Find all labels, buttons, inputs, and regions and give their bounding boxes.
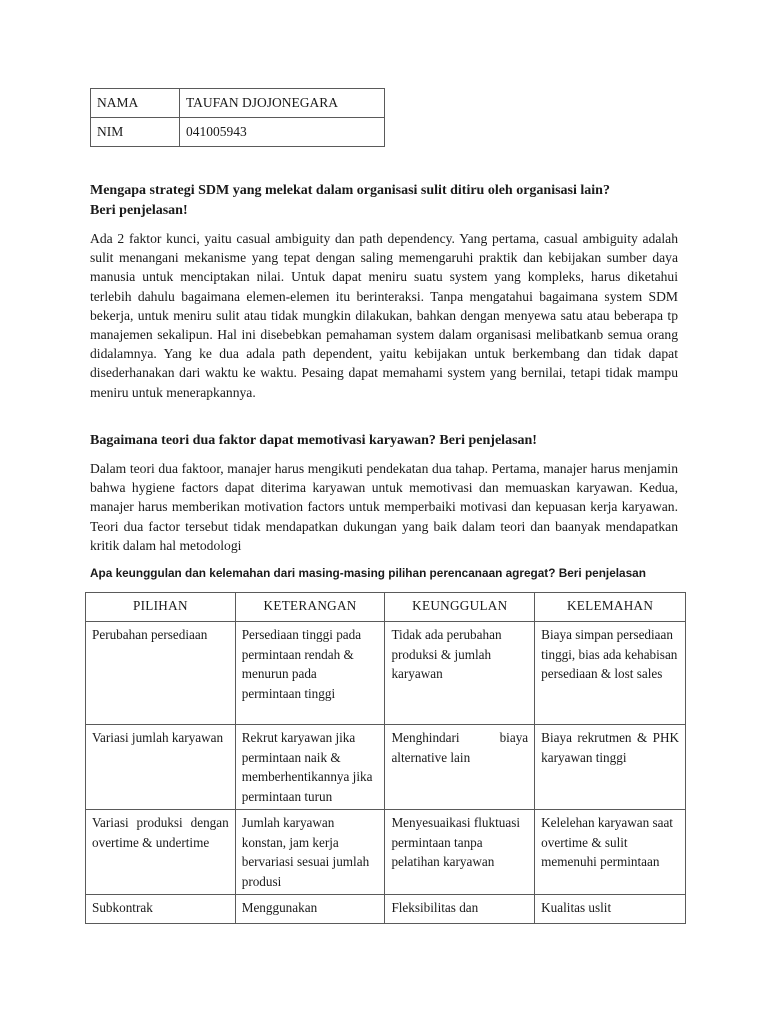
table-cell: Menggunakan <box>235 895 385 924</box>
identity-row-nim <box>91 118 385 147</box>
table-cell: Kelelehan karyawan saat overtime & sulit memenuhi permintaan <box>535 810 686 895</box>
table-header: KEUNGGULAN <box>385 593 535 622</box>
question-1 <box>90 181 680 221</box>
table-cell: Subkontrak <box>86 895 236 924</box>
table-header: KETERANGAN <box>235 593 385 622</box>
aggregate-planning-table <box>85 592 686 924</box>
answer-2: Dalam teori dua faktoor, manajer harus mengikuti pendekatan dua tahap. Pertama, manajer harus menjamin bahwa hygiene factors dapat diterima karyawan untuk memotivasi dan memuaskan karyawan. Kedua, manajer harus memberikan motivation factors untuk memperbaiki motivasi dan kepuasan kerja karyawan. Teori dua factor tersebut tidak mendapatkan dukungan yang baik dalam teori dan baanyak mendapatkan kritik dalam hal metodologi <box>90 461 678 553</box>
table-cell: Persediaan tinggi pada permintaan rendah & menurun pada permintaan tinggi <box>235 622 385 725</box>
identity-row-name <box>91 89 385 118</box>
table-row <box>86 810 686 895</box>
table-cell: Biaya rekrutmen & PHK karyawan tinggi <box>535 725 686 810</box>
table-cell: Perubahan persediaan <box>86 622 236 725</box>
question-1-line-1: Mengapa strategi SDM yang melekat dalam organisasi sulit ditiru oleh organisasi lain? <box>90 183 610 198</box>
table-header-row <box>86 593 686 622</box>
table-cell: Tidak ada perubahan produksi & jumlah karyawan <box>385 622 535 725</box>
table-cell: Variasi produksi dengan overtime & undertime <box>86 810 236 895</box>
table-row <box>86 725 686 810</box>
identity-value-name: TAUFAN DJOJONEGARA <box>180 89 385 118</box>
identity-label-nim: NIM <box>91 118 180 147</box>
table-row <box>86 622 686 725</box>
identity-value-nim: 041005943 <box>180 118 385 147</box>
question-2: Bagaimana teori dua faktor dapat memotivasi karyawan? Beri penjelasan! <box>90 433 537 448</box>
table-cell: Jumlah karyawan konstan, jam kerja bervariasi sesuai jumlah produsi <box>235 810 385 895</box>
table-header: PILIHAN <box>86 593 236 622</box>
question-1-line-2: Beri penjelasan! <box>90 203 188 218</box>
table-cell: Menyesuaikasi fluktuasi permintaan tanpa pelatihan karyawan <box>385 810 535 895</box>
table-cell: Fleksibilitas dan <box>385 895 535 924</box>
table-row <box>86 895 686 924</box>
table-cell: Variasi jumlah karyawan <box>86 725 236 810</box>
table-cell: Biaya simpan persediaan tinggi, bias ada kehabisan persediaan & lost sales <box>535 622 686 725</box>
table-cell: Menghindari biaya alternative lain <box>385 725 535 810</box>
table-cell: Kualitas uslit <box>535 895 686 924</box>
identity-table <box>90 88 385 147</box>
identity-label-name: NAMA <box>91 89 180 118</box>
table-cell: Rekrut karyawan jika permintaan naik & memberhentikannya jika permintaan turun <box>235 725 385 810</box>
answer-1: Ada 2 faktor kunci, yaitu casual ambiguity dan path dependency. Yang pertama, casual ambiguity adalah sulit menangani mekanisme yang tepat dengan saling memengaruhi praktik dan kebijakan sumber daya manusia untuk menciptakan nilai. Untuk dapat meniru suatu system yang kompleks, harus diketahui terlebih dahulu bagaimana elemen-elemen itu berinteraksi. Tanpa mengatahui bagaimana system SDM bekerja, untuk meniru sulit atau tidak mungkin dilakukan, bahkan dengan menyewa satu atau beberapa tp manajemen sekalipun. Hal ini disebebkan pemahaman system dalam organisasi melibatkanb semua orang didalamnya. Yang ke dua adala path dependent, yaitu kebijakan untuk berkembang dan tidak dapat disederhanakan dari waktu ke waktu. Pesaing dapat memahami system yang bernilai, tetapi tidak mampu meniru untuk menerapkannya. <box>90 231 678 400</box>
question-3: Apa keunggulan dan kelemahan dari masing-masing pilihan perencanaan agregat? Beri penjelasan <box>90 566 646 580</box>
table-header: KELEMAHAN <box>535 593 686 622</box>
